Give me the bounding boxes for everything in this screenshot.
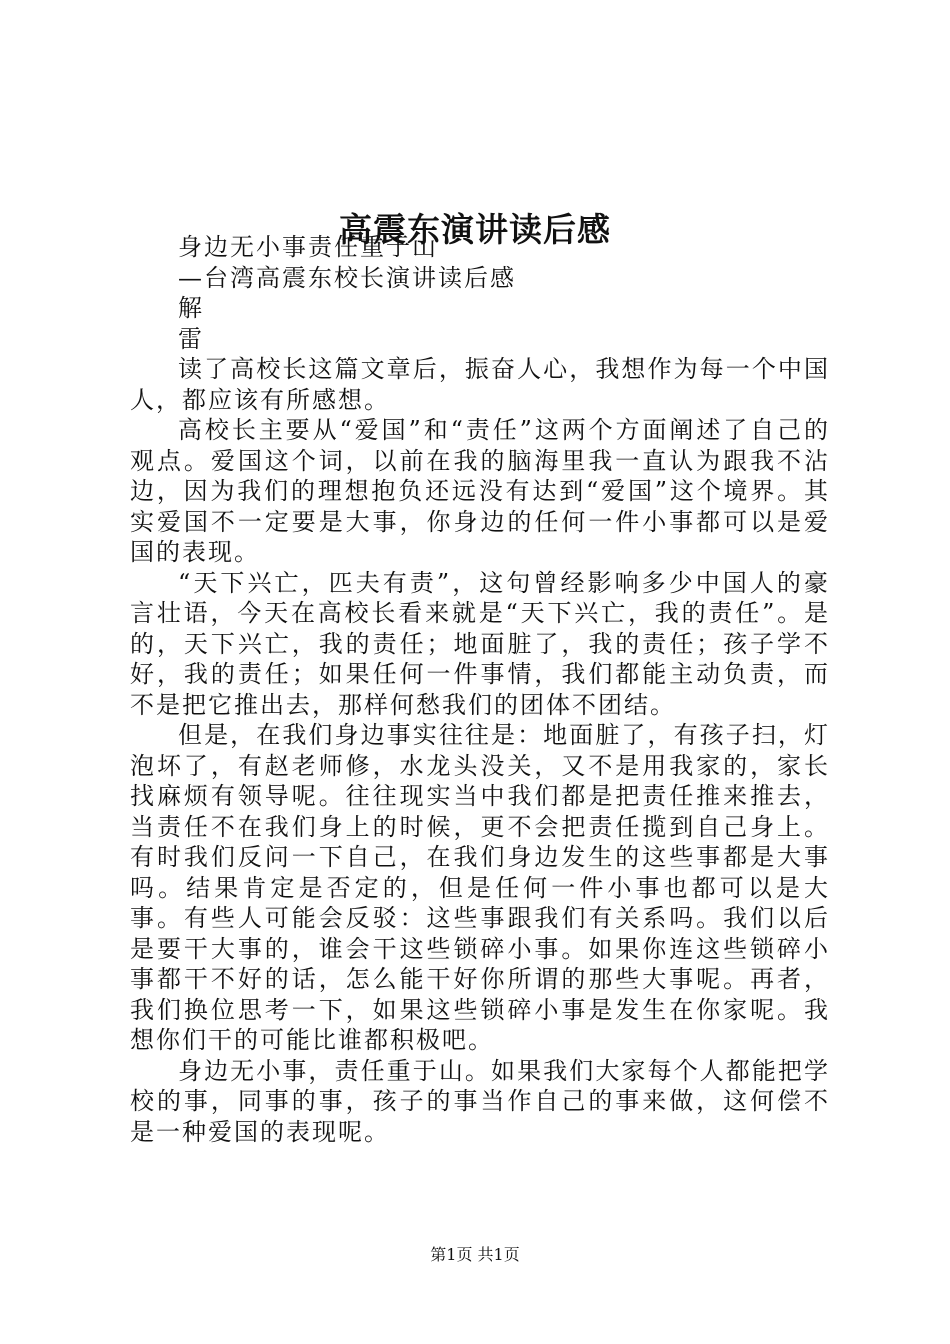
author-line-2: 雷 [178, 324, 204, 353]
page-footer: 第1页 共1页 [430, 1245, 520, 1264]
body-paragraph: 读了高校长这篇文章后，振奋人心，我想作为每一个中国人，都应该有所感想。 [130, 355, 830, 414]
subtitle-line: 身边无小事责任重于山 [178, 233, 438, 261]
author-line-1: 解 [178, 294, 204, 322]
body-paragraph: 身边无小事，责任重于山。如果我们大家每个人都能把学校的事，同事的事，孩子的事当作自己的事来做，这何偿不是一种爱国的表现呢。 [130, 1056, 830, 1146]
body-paragraph: 但是，在我们身边事实往往是：地面脏了，有孩子扫，灯泡坏了，有赵老师修，水龙头没关，又不是用我家的，家长找麻烦有领导呢。往往现实当中我们都是把责任推来推去，当责任不在我们身上的时候，更不会把责任揽到自己身上。有时我们反问一下自己，在我们身边发生的这些事都是大事吗。结果肯定是否定的，但是任何一件小事也都可以是大事。有些人可能会反驳：这些事跟我们有关系吗。我们以后是要干大事的，谁会干这些锁碎小事。如果你连这些锁碎小事都干不好的话，怎么能干好你所谓的那些大事呢。再者，我们换位思考一下，如果这些锁碎小事是发生在你家呢。我想你们干的可能比谁都积极吧。 [130, 721, 830, 1054]
document-body [130, 232, 830, 1147]
page-title: 高震东演讲读后感 [339, 210, 611, 250]
body-paragraph: “天下兴亡，匹夫有责”，这句曾经影响多少中国人的豪言壮语，今天在高校长看来就是“天下兴亡，我的责任”。是的，天下兴亡，我的责任；地面脏了，我的责任；孩子学不好，我的责任；如果任何一件事情，我们都能主动负责，而不是把它推出去，那样何愁我们的团体不团结。 [130, 568, 830, 719]
subtitle-source-line: —台湾高震东校长演讲读后感 [178, 263, 516, 292]
body-paragraph: 高校长主要从“爱国”和“责任”这两个方面阐述了自己的观点。爱国这个词，以前在我的脑海里我一直认为跟我不沾边，因为我们的理想抱负还远没有达到“爱国”这个境界。其实爱国不一定要是大事，你身边的任何一件小事都可以是爱国的表现。 [130, 416, 830, 566]
